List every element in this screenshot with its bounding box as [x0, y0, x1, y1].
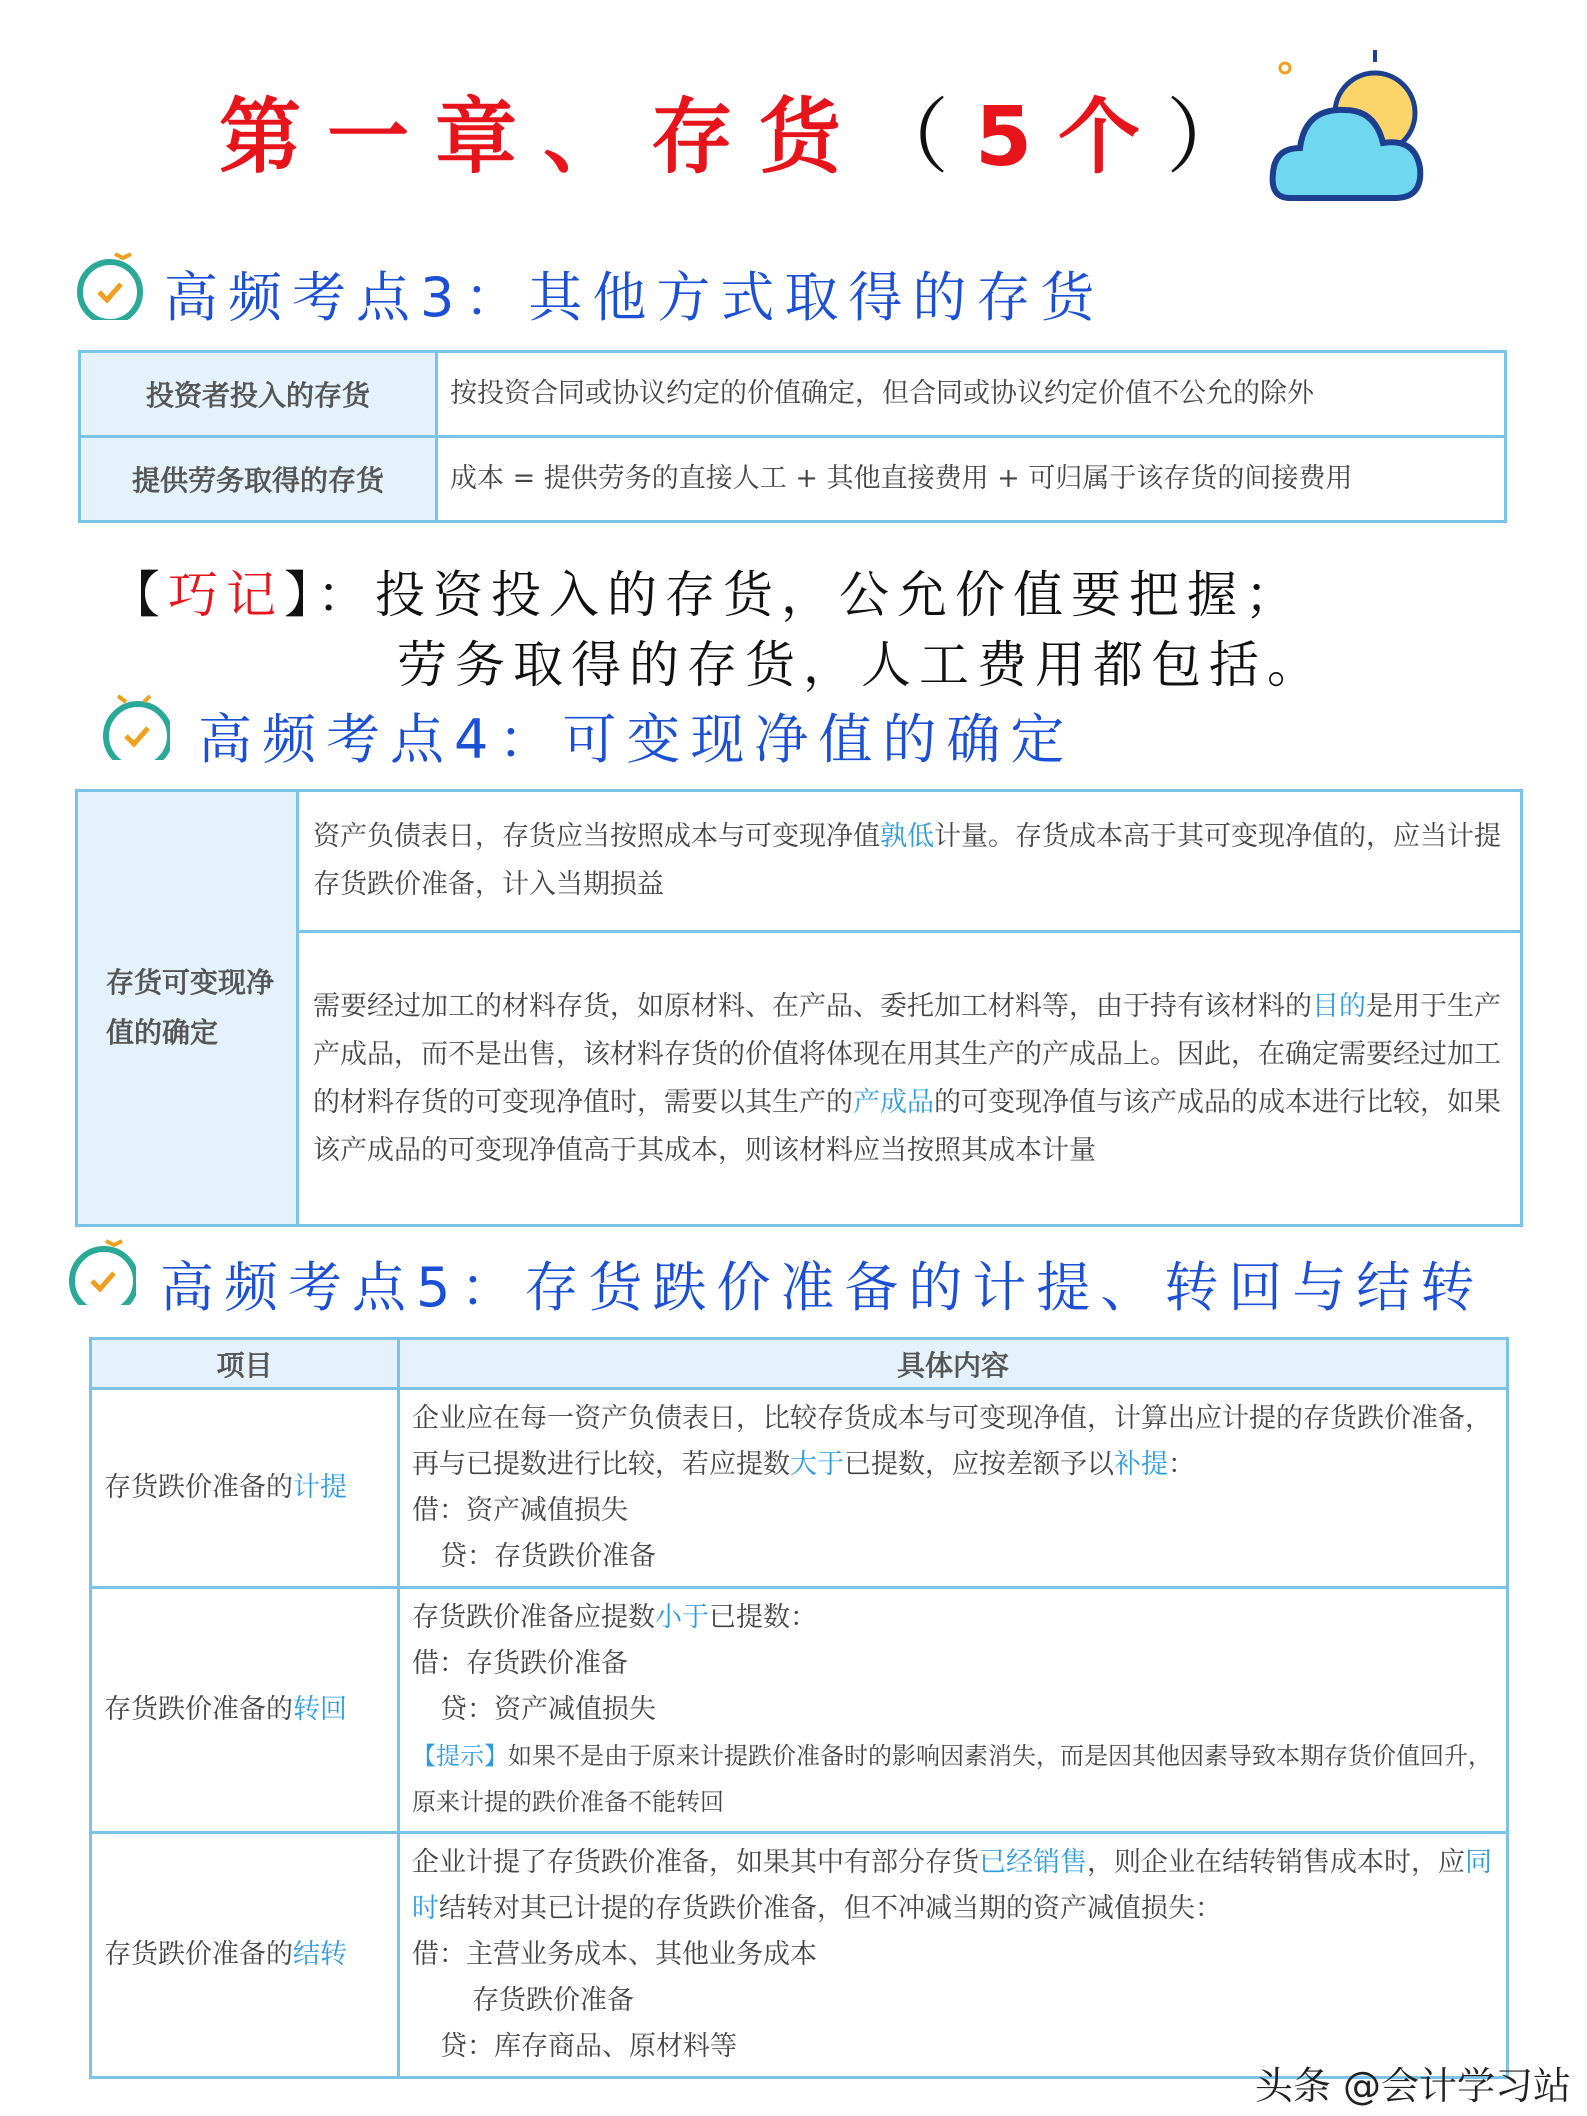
cloud-sun-icon [1265, 48, 1440, 208]
highlight: 产成品 [853, 1086, 934, 1118]
section3-table [78, 350, 1507, 523]
row-label: 存货可变现净值的确定 [77, 791, 298, 1226]
highlight: 已经销售 [979, 1847, 1087, 1878]
bracket: 】 [284, 566, 317, 624]
title-text: 第一章、存货 [219, 90, 868, 185]
debit-entry: 借：资产减值损失 [412, 1495, 628, 1526]
table-header [91, 1339, 1508, 1389]
section3-heading: 高频考点3：其他方式取得的存货 [164, 266, 1105, 329]
text: 已提数，应按差额予以 [844, 1449, 1114, 1480]
table-row [80, 352, 1506, 437]
row-content: 成本 = 提供劳务的直接人工 + 其他直接费用 + 可归属于该存货的间接费用 [437, 437, 1506, 522]
section5-table [89, 1337, 1509, 2079]
text: 需要经过加工的材料存货，如原材料、在产品、委托加工材料等，由于持有该材料的 [313, 990, 1312, 1022]
row-label: 提供劳务取得的存货 [80, 437, 437, 522]
table-row [91, 1389, 1508, 1588]
highlight: 转回 [293, 1694, 347, 1725]
row-content [399, 1588, 1508, 1833]
title-paren: ） [1166, 90, 1275, 185]
text: 结转对其已计提的存货跌价准备，但不冲减当期的资产减值损失： [439, 1893, 1222, 1924]
tip [412, 1733, 1494, 1825]
mnemonic-text: 投资投入的存货，公允价值要把握； [375, 566, 1303, 624]
row-content [298, 791, 1522, 932]
highlight: 目的 [1312, 990, 1366, 1022]
watermark: 头条 @会计学习站 [1254, 2064, 1571, 2108]
colon: ： [317, 566, 375, 624]
tip-text: 如果不是由于原来计提跌价准备时的影响因素消失，而是因其他因素导致本期存货价值回升，原来计提的跌价准备不能转回 [412, 1742, 1492, 1816]
clock-check-icon [66, 1235, 136, 1305]
row-label: 投资者投入的存货 [80, 352, 437, 437]
highlight: 计提 [293, 1472, 347, 1503]
highlight: 小于 [655, 1602, 709, 1633]
row-content: 按投资合同或协议约定的价值确定，但合同或协议约定价值不公允的除外 [437, 352, 1506, 437]
clock-check-icon [75, 250, 145, 320]
text: 企业应在每一资产负债表日，比较存货成本与可变现净值，计算出应计提的存货跌价准备，再与已提数进行比较，若应提数 [412, 1403, 1492, 1480]
credit-entry: 贷：资产减值损失 [440, 1694, 656, 1725]
mnemonic-line1 [110, 555, 1303, 627]
table-row [80, 437, 1506, 522]
text: ，则企业在结转销售成本时，应 [1087, 1847, 1465, 1878]
text: 存货跌价准备的 [104, 1472, 293, 1503]
row-content [399, 1389, 1508, 1588]
mnemonic-line2: 劳务取得的存货，人工费用都包括。 [397, 636, 1325, 694]
debit-entry: 借：存货跌价准备 [412, 1648, 628, 1679]
section4-heading: 高频考点4：可变现净值的确定 [198, 708, 1075, 771]
text: 资产负债表日，存货应当按照成本与可变现净值 [313, 821, 880, 852]
text: ： [1168, 1449, 1195, 1480]
text: 存货跌价准备的 [104, 1939, 293, 1970]
text: 存货跌价准备的 [104, 1694, 293, 1725]
text: 的可变现净值与该产成品的成本进行比较，如果该产成品的可变现净值高于其成本，则该材料应当按照其成本计量 [313, 1086, 1501, 1166]
text: 企业计提了存货跌价准备，如果其中有部分存货 [412, 1847, 979, 1878]
row-label [91, 1588, 399, 1833]
text: 是用于生产产成品，而不是出售，该材料存货的价值将体现在用其生产的产成品上。因此，在确定需要经过加工的材料存货的可变现净值时，需要以其生产的 [313, 990, 1501, 1118]
section5-heading: 高频考点5：存货跌价准备的计提、转回与结转 [160, 1256, 1485, 1319]
debit-entry: 存货跌价准备 [472, 1985, 634, 2016]
mnemonic-label: 巧记 [168, 566, 284, 624]
debit-entry: 借：主营业务成本、其他业务成本 [412, 1939, 817, 1970]
row-label [91, 1833, 399, 2078]
page-title [219, 72, 1274, 189]
col-header-content: 具体内容 [399, 1339, 1508, 1389]
credit-entry: 贷：存货跌价准备 [440, 1541, 656, 1572]
row-content [399, 1833, 1508, 2078]
table-row [91, 1833, 1508, 2078]
title-paren: （ [867, 90, 976, 185]
row-content [298, 932, 1522, 1226]
tip-label: 【提示】 [412, 1742, 508, 1770]
highlight: 孰低 [880, 821, 934, 852]
text: 计量。存货成本高于其可变现净值的，应当计提存货跌价准备，计入当期损益 [313, 821, 1501, 900]
col-header-item: 项目 [91, 1339, 399, 1389]
section4-table [75, 789, 1523, 1227]
highlight: 补提 [1114, 1449, 1168, 1480]
text: 已提数： [709, 1602, 817, 1633]
clock-check-icon [100, 690, 170, 760]
bracket: 【 [110, 566, 168, 624]
table-row [91, 1588, 1508, 1833]
table-row [77, 791, 1522, 932]
credit-entry: 贷：库存商品、原材料等 [440, 2031, 737, 2062]
title-count: 5个 [975, 90, 1167, 185]
highlight: 结转 [293, 1939, 347, 1970]
row-label [91, 1389, 399, 1588]
highlight: 大于 [790, 1449, 844, 1480]
text: 存货跌价准备应提数 [412, 1602, 655, 1633]
highlight: 同时 [412, 1847, 1492, 1924]
